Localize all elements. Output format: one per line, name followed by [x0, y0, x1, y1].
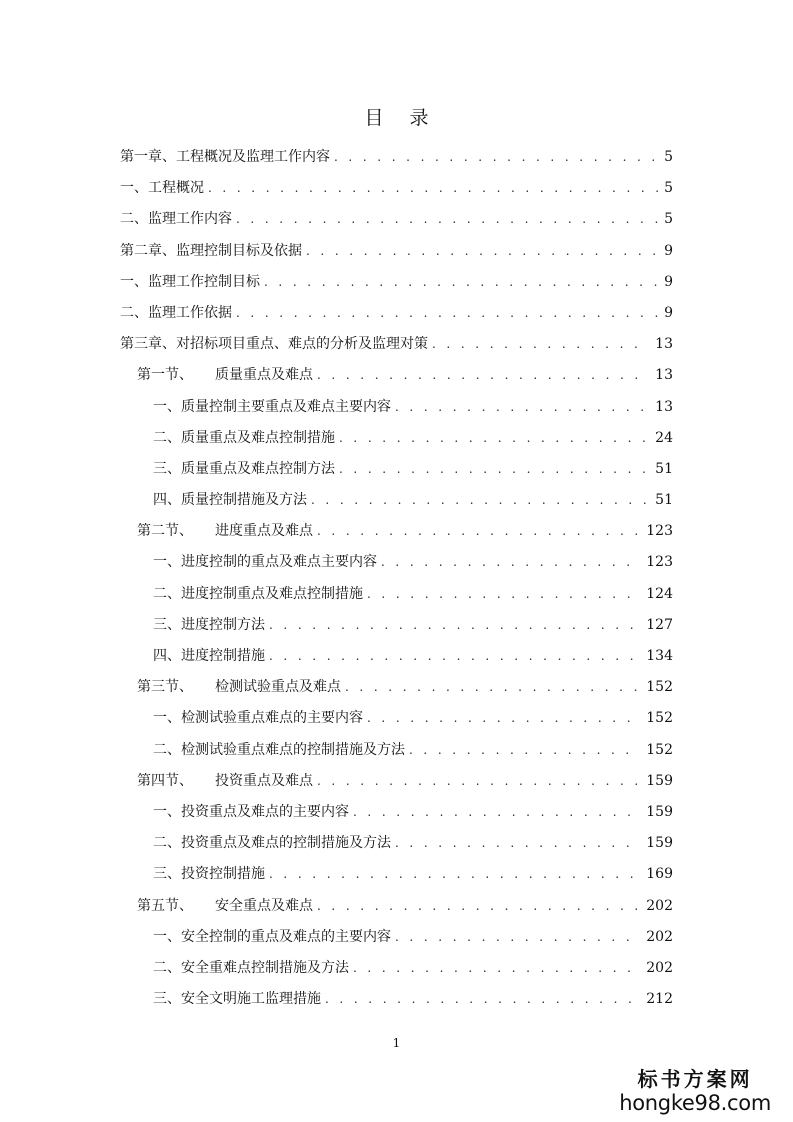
toc-entry-title: [153, 485, 307, 516]
toc-entry-title: [153, 610, 265, 641]
toc-entry-page: 134: [646, 648, 673, 664]
toc-entry[interactable]: [137, 766, 673, 797]
toc-entry-title: [153, 547, 377, 578]
toc-entry-label: 投资重点及难点的控制措施及方法: [181, 835, 391, 852]
toc-entry-page: 13: [655, 336, 673, 353]
toc-entry-title: [137, 360, 313, 391]
toc-entry-page: 159: [646, 803, 673, 820]
toc-dot-leader: [353, 797, 640, 828]
toc-entry-title: [120, 329, 428, 360]
toc-entry-number: 第二章、: [120, 242, 176, 259]
toc-entry-page: 124: [646, 585, 673, 602]
toc-dot-leader: [317, 516, 640, 547]
toc-entry-title: [120, 267, 260, 298]
toc-entry-label: 监理工作内容: [148, 211, 232, 228]
toc-entry-page: 5: [664, 149, 673, 165]
toc-entry[interactable]: [153, 610, 673, 641]
toc-entry-page: 5: [664, 180, 673, 197]
toc-entry-label: 检测试验重点难点的主要内容: [181, 710, 363, 727]
toc-entry-number: 一、: [120, 273, 148, 290]
toc-entry[interactable]: [153, 392, 673, 423]
toc-entry-title: [137, 516, 313, 547]
toc-entry-number: 二、: [153, 429, 181, 446]
toc-entry-label: 对招标项目重点、难点的分析及监理对策: [176, 336, 428, 353]
toc-entry-title: [120, 142, 330, 173]
toc-entry-title: [153, 579, 363, 610]
toc-entry-label: 安全文明施工监理措施: [181, 991, 321, 1008]
toc-entry[interactable]: [120, 298, 673, 329]
toc-entry[interactable]: [153, 922, 673, 953]
toc-entry-page: 202: [646, 897, 673, 914]
toc-entry-label: 监理控制目标及依据: [176, 242, 302, 259]
toc-entry-page: 202: [646, 928, 673, 945]
toc-entry-number: 一、: [153, 928, 181, 945]
toc-entry-title: [153, 797, 349, 828]
toc-dot-leader: [306, 236, 658, 267]
toc-dot-leader: [269, 610, 640, 641]
toc-entry[interactable]: [120, 204, 673, 235]
toc-entry-label: 进度控制的重点及难点主要内容: [181, 554, 377, 571]
toc-entry-page: 51: [655, 492, 673, 509]
toc-entry-title: [153, 828, 391, 859]
toc-entry-number: 一、: [153, 554, 181, 571]
toc-dot-leader: [334, 142, 658, 173]
toc-entry-number: 第一节、: [137, 367, 193, 384]
toc-entry-number: 第三章、: [120, 336, 176, 353]
toc-dot-leader: [345, 672, 640, 703]
toc-entry-title: [153, 859, 265, 890]
toc-entry-number: 二、: [120, 211, 148, 228]
toc-entry-label: 质量控制措施及方法: [181, 492, 307, 509]
toc-entry[interactable]: [153, 547, 673, 578]
toc-entry-number: 二、: [153, 741, 181, 758]
toc-entry-number: 一、: [153, 710, 181, 727]
toc-entry-title: [137, 891, 313, 922]
footer-page-number: 1: [392, 1036, 401, 1050]
toc-entry[interactable]: [137, 672, 673, 703]
watermark-logo: [619, 1067, 771, 1115]
toc-entry-number: 二、: [153, 959, 181, 976]
toc-entry-page: 123: [646, 554, 673, 571]
toc-entry-label: 安全重点及难点: [215, 897, 313, 914]
toc-entry-page: 152: [646, 710, 673, 727]
toc-entry[interactable]: [120, 173, 673, 204]
toc-entry-title: [120, 298, 232, 329]
toc-entry-title: [153, 423, 335, 454]
toc-entry-number: 二、: [153, 585, 181, 602]
toc-entry[interactable]: [153, 454, 673, 485]
table-of-contents: [0, 142, 793, 1015]
toc-entry-page: 9: [664, 273, 673, 290]
toc-entry-title: [153, 984, 321, 1015]
toc-dot-leader: [236, 204, 658, 235]
toc-entry[interactable]: [153, 984, 673, 1015]
toc-entry[interactable]: [153, 485, 673, 516]
toc-entry-page: 127: [646, 616, 673, 633]
toc-dot-leader: [395, 828, 640, 859]
toc-entry[interactable]: [137, 891, 673, 922]
toc-entry-label: 投资重点及难点的主要内容: [181, 803, 349, 820]
toc-entry[interactable]: [153, 703, 673, 734]
toc-dot-leader: [325, 984, 640, 1015]
toc-entry[interactable]: [120, 329, 673, 360]
page-title: 目 录: [364, 107, 439, 129]
toc-dot-leader: [395, 922, 640, 953]
toc-entry-label: 质量重点及难点控制方法: [181, 460, 335, 477]
toc-entry-title: [153, 392, 391, 423]
toc-entry-title: [120, 173, 204, 204]
toc-entry-title: [153, 735, 405, 766]
toc-entry-number: 第四节、: [137, 772, 193, 789]
toc-entry-title: [137, 766, 313, 797]
toc-entry[interactable]: [137, 516, 673, 547]
toc-entry-number: 一、: [153, 398, 181, 415]
toc-entry-label: 进度控制方法: [181, 616, 265, 633]
toc-entry[interactable]: [153, 423, 673, 454]
toc-dot-leader: [311, 485, 649, 516]
toc-entry-title: [120, 204, 232, 235]
toc-entry-page: 159: [646, 772, 673, 789]
toc-entry-label: 投资控制措施: [181, 866, 265, 883]
toc-entry-page: 159: [646, 835, 673, 852]
toc-entry-page: 152: [646, 741, 673, 758]
toc-dot-leader: [339, 454, 649, 485]
toc-entry-page: 13: [655, 398, 673, 415]
toc-entry-title: [153, 454, 335, 485]
toc-entry-page: 202: [646, 959, 673, 976]
toc-entry-title: [153, 922, 391, 953]
toc-entry[interactable]: [153, 859, 673, 890]
toc-dot-leader: [432, 329, 649, 360]
toc-entry-label: 进度控制重点及难点控制措施: [181, 585, 363, 602]
toc-entry-label: 质量重点及难点控制措施: [181, 429, 335, 446]
toc-entry-label: 检测试验重点难点的控制措施及方法: [181, 741, 405, 758]
toc-entry-label: 监理工作依据: [148, 304, 232, 321]
toc-dot-leader: [381, 547, 640, 578]
toc-entry-page: 169: [646, 866, 673, 883]
toc-entry-number: 四、: [153, 492, 181, 509]
toc-entry[interactable]: [120, 142, 673, 173]
toc-entry-page: 24: [655, 429, 673, 446]
toc-dot-leader: [269, 859, 640, 890]
toc-entry-number: 第五节、: [137, 897, 193, 914]
toc-entry-number: 二、: [153, 835, 181, 852]
toc-entry[interactable]: [137, 360, 673, 391]
toc-entry-number: 三、: [153, 616, 181, 633]
toc-entry-page: 9: [664, 242, 673, 259]
toc-dot-leader: [367, 703, 640, 734]
toc-dot-leader: [409, 735, 640, 766]
toc-entry-number: 第一章、: [120, 149, 176, 165]
toc-dot-leader: [269, 641, 640, 672]
toc-entry-number: 二、: [120, 304, 148, 321]
toc-entry-label: 质量重点及难点: [215, 367, 313, 384]
toc-entry-title: [153, 703, 363, 734]
toc-entry-title: [153, 953, 349, 984]
toc-entry[interactable]: [120, 236, 673, 267]
toc-entry-label: 工程概况: [148, 180, 204, 197]
toc-entry-number: 一、: [153, 803, 181, 820]
toc-entry-page: 152: [646, 679, 673, 696]
toc-dot-leader: [395, 392, 649, 423]
toc-entry-number: 第三节、: [137, 679, 193, 696]
toc-dot-leader: [317, 766, 640, 797]
toc-entry-label: 质量控制主要重点及难点主要内容: [181, 398, 391, 415]
toc-entry-number: 一、: [120, 180, 148, 197]
toc-entry-page: 212: [646, 991, 673, 1008]
toc-dot-leader: [317, 360, 649, 391]
toc-entry[interactable]: [120, 267, 673, 298]
toc-entry-page: 5: [664, 211, 673, 228]
toc-entry[interactable]: [153, 641, 673, 672]
toc-entry-page: 51: [655, 460, 673, 477]
toc-entry-label: 检测试验重点及难点: [215, 679, 341, 696]
toc-entry-number: 第二节、: [137, 523, 193, 540]
toc-entry[interactable]: [153, 828, 673, 859]
toc-entry-label: 进度控制措施: [181, 648, 265, 664]
toc-dot-leader: [353, 953, 640, 984]
toc-entry-label: 工程概况及监理工作内容: [176, 149, 330, 165]
toc-entry-number: 三、: [153, 460, 181, 477]
toc-entry-title: [153, 641, 265, 672]
toc-dot-leader: [208, 173, 658, 204]
toc-entry-label: 安全控制的重点及难点的主要内容: [181, 928, 391, 945]
toc-entry-label: 监理工作控制目标: [148, 273, 260, 290]
toc-dot-leader: [367, 579, 640, 610]
toc-entry-page: 9: [664, 304, 673, 321]
watermark-url: hongke98.com: [619, 1091, 771, 1115]
toc-entry[interactable]: [153, 797, 673, 828]
toc-entry-page: 13: [655, 367, 673, 384]
toc-entry[interactable]: [153, 953, 673, 984]
toc-entry-label: 投资重点及难点: [215, 772, 313, 789]
toc-entry-title: [137, 672, 341, 703]
toc-entry[interactable]: [153, 579, 673, 610]
toc-entry[interactable]: [153, 735, 673, 766]
toc-entry-title: [120, 236, 302, 267]
toc-dot-leader: [264, 267, 658, 298]
toc-entry-label: 进度重点及难点: [215, 523, 313, 540]
toc-dot-leader: [236, 298, 658, 329]
toc-dot-leader: [317, 891, 640, 922]
toc-entry-number: 三、: [153, 866, 181, 883]
toc-entry-number: 四、: [153, 648, 181, 664]
watermark-name: 标书方案网: [637, 1067, 753, 1091]
toc-dot-leader: [339, 423, 649, 454]
toc-entry-number: 三、: [153, 991, 181, 1008]
toc-entry-page: 123: [646, 523, 673, 540]
toc-entry-label: 安全重难点控制措施及方法: [181, 959, 349, 976]
